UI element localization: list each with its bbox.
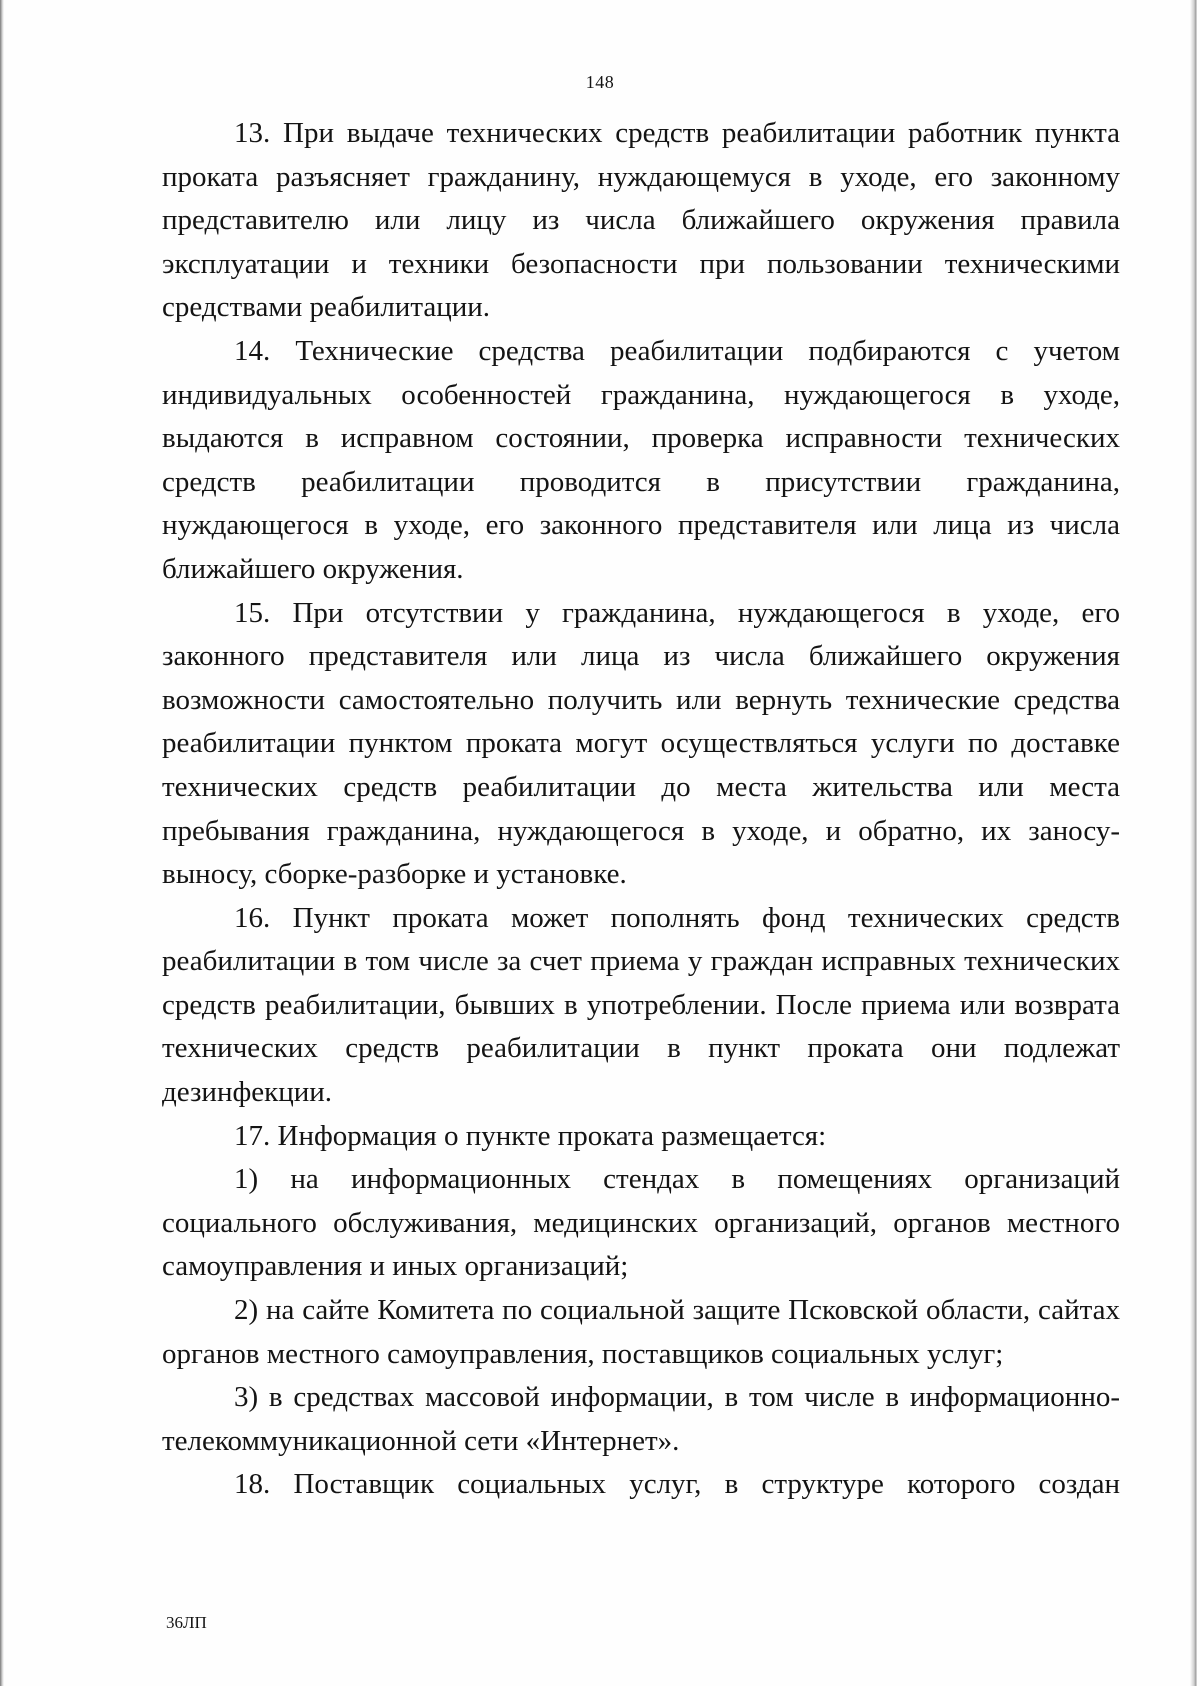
scan-edge-left — [0, 0, 4, 1686]
paragraph-17: 17. Информация о пункте проката размещается: — [234, 1119, 827, 1152]
document-body — [162, 112, 1120, 1507]
scan-edge-right — [1190, 0, 1200, 1686]
list-item-1: 1) на информационных стендах в помещениях организаций социального обслуживания, медицинских организаций, органов местного самоуправления и иных организаций; — [162, 1163, 1120, 1283]
paragraph-14: 14. Технические средства реабилитации подбираются с учетом индивидуальных особенностей гражданина, нуждающегося в уходе, выдаются в исправном состоянии, проверка исправности технических средств реабилитации проводится в присутствии гражданина, нуждающегося в уходе, его законного представителя или лица из числа ближайшего окружения. — [162, 334, 1120, 585]
list-item-3: 3) в средствах массовой информации, в том числе в информационно-телекоммуникационной сети «Интернет». — [162, 1381, 1120, 1457]
footer-document-code: 36ЛП — [166, 1613, 207, 1632]
paragraph-16: 16. Пункт проката может пополнять фонд технических средств реабилитации в том числе за счет приема у граждан исправных технических средств реабилитации, бывших в употреблении. После приема или возврата технических средств реабилитации в пункт проката они подлежат дезинфекции. — [162, 901, 1120, 1109]
paragraph-13: 13. При выдаче технических средств реабилитации работник пункта проката разъясняет гражданину, нуждающемуся в уходе, его законному представителю или лицу из числа ближайшего окружения правила эксплуатации и техники безопасности при пользовании техническими средствами реабилитации. — [162, 117, 1120, 324]
paragraph-18: 18. Поставщик социальных услуг, в структуре которого создан — [234, 1468, 1120, 1501]
list-item-2: 2) на сайте Комитета по социальной защите Псковской области, сайтах органов местного самоуправления, поставщиков социальных услуг; — [162, 1294, 1120, 1370]
page-number: 148 — [585, 72, 615, 92]
paragraph-15: 15. При отсутствии у гражданина, нуждающегося в уходе, его законного представителя или лица из числа ближайшего окружения возможности самостоятельно получить или вернуть технические средства реабилитации пунктом проката могут осуществляться услуги по доставке технических средств реабилитации до места жительства или места пребывания гражданина, нуждающегося в уходе, и обратно, их заносу-выносу, сборке-разборке и установке. — [162, 596, 1120, 891]
